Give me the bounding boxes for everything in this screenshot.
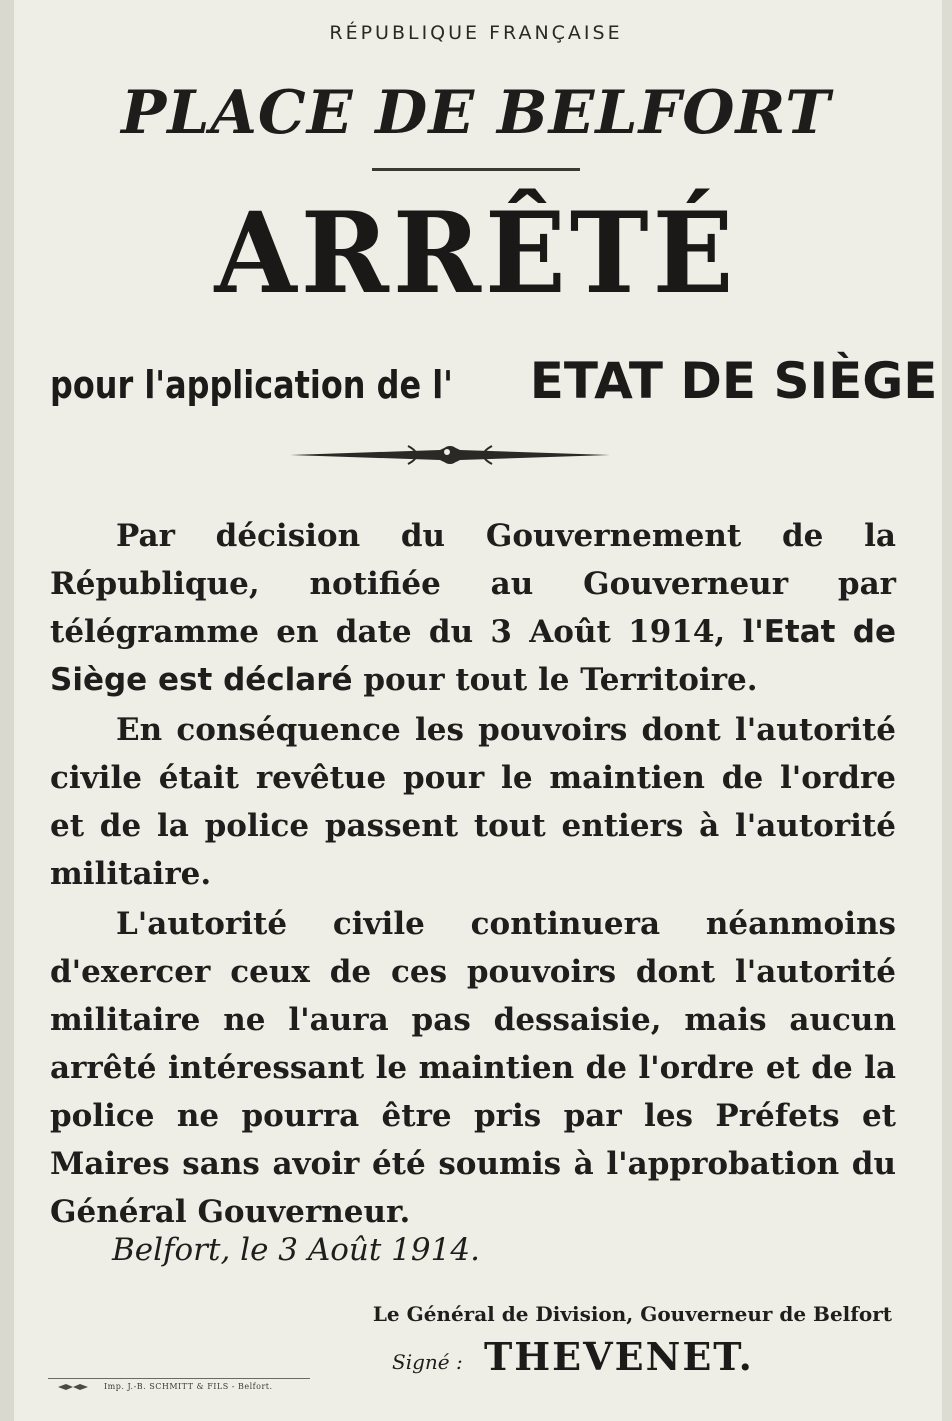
arrete-title: ARRÊTÉ	[214, 186, 738, 319]
paragraph-2: En conséquence les pouvoirs dont l'autorité civile était revêtue pour le maintien de l'ordre et de la police passent tout entiers à l'autorité militaire.	[50, 712, 896, 892]
place-title: PLACE DE BELFORT	[121, 78, 831, 148]
subtitle-small: pour l'application de l'	[50, 363, 453, 407]
republique-heading: RÉPUBLIQUE FRANÇAISE	[329, 22, 623, 44]
printer-mark-icon	[58, 1382, 88, 1392]
paragraph-1	[50, 512, 896, 704]
subtitle-line	[50, 352, 938, 410]
imprint-text: Imp. J.-B. SCHMITT & FILS - Belfort.	[104, 1382, 273, 1391]
signatory-title: Le Général de Division, Gouverneur de Belfort	[372, 1302, 892, 1326]
paragraph-1-emphasis: Etat de Siège est déclaré	[50, 614, 896, 698]
ornament-divider-icon	[290, 438, 610, 472]
paragraph-1-end: pour tout le Territoire.	[352, 662, 758, 698]
date-line: Belfort, le 3 Août 1914.	[112, 1232, 480, 1268]
paragraph-3: L'autorité civile continuera néanmoins d'exercer ceux de ces pouvoirs dont l'autorité militaire ne l'aura pas dessaisie, mais aucun arrêté intéressant le maintien de l'ordre et de la police ne pourra être pris par les Préfets et Maires sans avoir été soumis à l'approbation du Général Gouverneur.	[50, 906, 896, 1230]
signatory-name: THEVENET.	[484, 1334, 754, 1379]
decree-body	[50, 512, 896, 1238]
subtitle-big: ETAT DE SIÈGE	[529, 352, 938, 410]
title-divider	[372, 168, 580, 171]
imprint-rule	[48, 1378, 310, 1379]
paragraph-1-start: Par décision du Gouvernement de la République, notifiée au Gouverneur par télégramme en date du 3 Août 1914, l'	[50, 518, 896, 650]
signe-label: Signé :	[392, 1350, 463, 1374]
